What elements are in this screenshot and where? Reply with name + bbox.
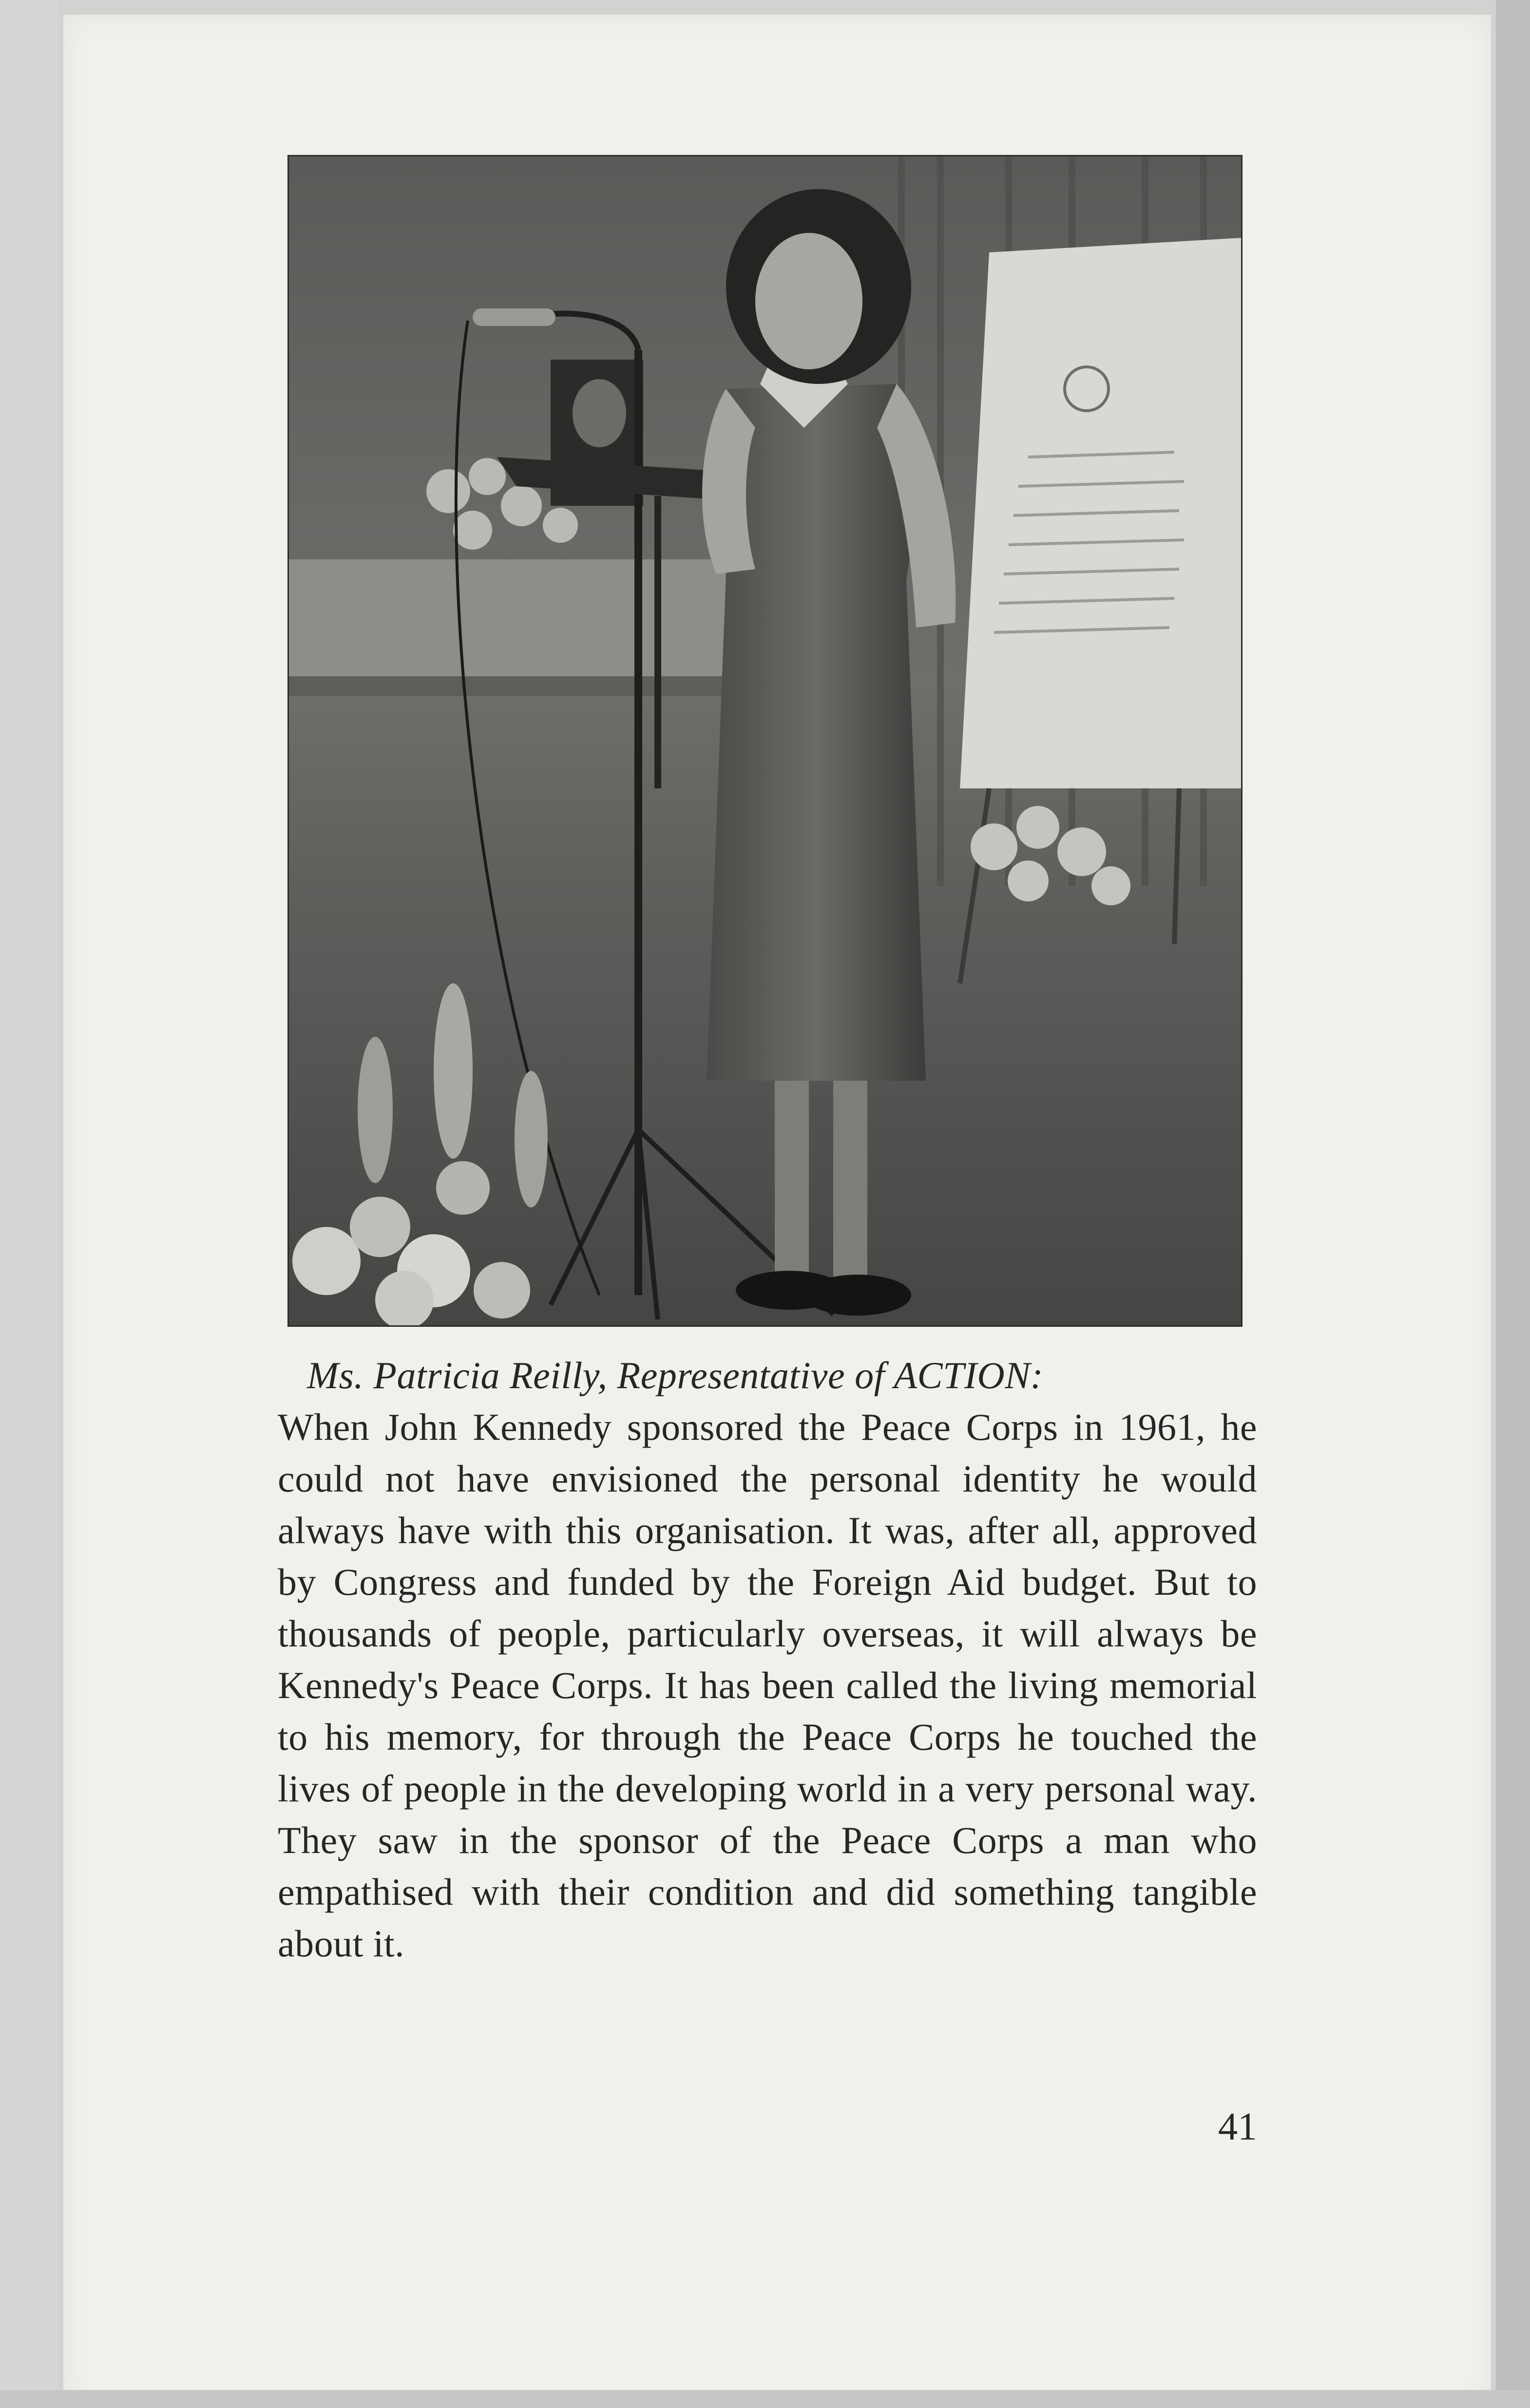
speaker-right-leg	[833, 1081, 867, 1290]
speaker-left-leg	[775, 1081, 809, 1290]
page-number: 41	[1218, 2105, 1257, 2148]
scan-right-margin	[1496, 0, 1530, 2408]
microphone	[473, 308, 555, 326]
caption	[278, 1350, 1257, 1969]
scan-bottom-edge	[0, 2390, 1530, 2408]
speaker-photo-illustration	[287, 155, 1243, 1327]
scan-left-margin	[0, 0, 58, 2408]
speaker-photo	[287, 155, 1243, 1327]
caption-body: When John Kennedy sponsored the Peace Corps in 1961, he could not have envisioned the personal identity he would always have with this organisation. It was, after all, approved by Congress and funded by the Foreign Aid budget. But to thousands of people, particularly overseas, it will always be Kennedy's Peace Corps. It has been called the living memorial to his memory, for through the Peace Corps he touched the lives of people in the developing world in a very personal way. They saw in the sponsor of the Peace Corps a man who empathised with their condition and did something tangible about it.	[278, 1406, 1257, 1965]
caption-heading: Ms. Patricia Reilly, Representative of ACTION:	[307, 1354, 1044, 1396]
speaker-face	[755, 233, 862, 369]
speaker-right-shoe	[804, 1275, 911, 1316]
portrait-face	[573, 379, 626, 447]
